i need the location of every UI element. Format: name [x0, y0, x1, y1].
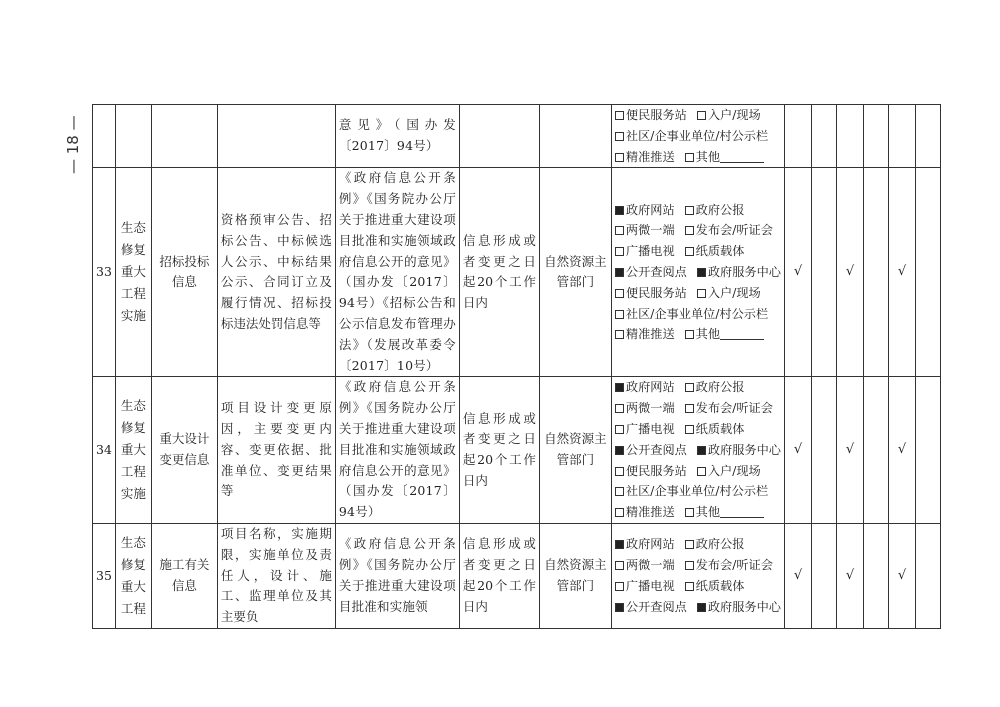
- check-cell: √: [836, 523, 863, 628]
- channels-cell: [611, 105, 784, 168]
- channel-line: [615, 440, 781, 461]
- table-body: [93, 105, 941, 629]
- checked-box-icon: [615, 446, 624, 455]
- channel-option-label: 便民服务站: [625, 285, 687, 300]
- channel-option-label: 精准推送: [625, 327, 675, 342]
- channel-line: [615, 398, 781, 419]
- channel-line: [615, 200, 781, 221]
- channel-line: [615, 262, 781, 283]
- checked-box-icon: [697, 446, 706, 455]
- channel-option-label: 其他: [695, 505, 721, 520]
- check-cell: [784, 105, 811, 168]
- time-limit-cell: [459, 105, 539, 168]
- check-cell: √: [888, 168, 915, 377]
- check-cell: √: [836, 168, 863, 377]
- empty-box-icon: [685, 153, 694, 162]
- empty-box-icon: [615, 404, 624, 413]
- check-cell: [915, 105, 940, 168]
- empty-box-icon: [615, 132, 624, 141]
- empty-box-icon: [615, 289, 624, 298]
- channel-option-label: 便民服务站: [625, 108, 687, 122]
- checked-box-icon: [615, 268, 624, 277]
- empty-box-icon: [685, 508, 694, 517]
- empty-box-icon: [615, 310, 624, 319]
- empty-box-icon: [615, 487, 624, 496]
- channel-line: [615, 241, 781, 262]
- checked-box-icon: [615, 540, 624, 549]
- channels-cell: [611, 168, 784, 377]
- channel-option-label: 社区/企事业单位/村公示栏: [625, 484, 769, 499]
- time-limit-cell: 信息形成或者变更之日起20个工作日内: [459, 377, 539, 524]
- disclosure-table: [92, 104, 941, 629]
- content-cell: 项目名称，实施期限，实施单位及责任人，设计、施工、监理单位及其主要负: [217, 523, 335, 628]
- empty-box-icon: [615, 111, 624, 120]
- department-cell: 自然资源主管部门: [539, 523, 611, 628]
- check-cell: [888, 105, 915, 168]
- empty-box-icon: [685, 330, 694, 339]
- empty-box-icon: [685, 247, 694, 256]
- channels-cell: [611, 377, 784, 524]
- department-cell: 自然资源主管部门: [539, 377, 611, 524]
- check-cell: [811, 523, 836, 628]
- channels-cell: [611, 523, 784, 628]
- category-cell: [115, 105, 151, 168]
- check-cell: [863, 377, 888, 524]
- empty-box-icon: [685, 561, 694, 570]
- channel-option-label: 入户/现场: [707, 108, 761, 122]
- department-cell: 自然资源主管部门: [539, 168, 611, 377]
- content-cell: [217, 105, 335, 168]
- empty-box-icon: [697, 111, 706, 120]
- check-cell: √: [888, 523, 915, 628]
- row-number: 35: [93, 523, 116, 628]
- empty-box-icon: [615, 330, 624, 339]
- channel-line: [615, 377, 781, 398]
- channel-option-label: 发布会/听证会: [695, 558, 773, 573]
- category-cell: 生态修复重大工程实施: [115, 377, 151, 524]
- basis-cell: 意见》（国办发〔2017〕94号）: [335, 105, 459, 168]
- check-cell: √: [836, 377, 863, 524]
- checked-box-icon: [615, 383, 624, 392]
- channel-line: [615, 220, 781, 241]
- channel-option-label: 公开查阅点: [625, 264, 687, 279]
- channel-option-label: 政府网站: [625, 537, 675, 552]
- empty-box-icon: [685, 582, 694, 591]
- department-cell: [539, 105, 611, 168]
- table-row: [93, 377, 941, 524]
- empty-box-icon: [615, 226, 624, 235]
- channel-option-label: 政府服务中心: [707, 442, 781, 457]
- channel-line: [615, 126, 781, 147]
- channel-line: [615, 419, 781, 440]
- channel-option-label: 广播电视: [625, 244, 675, 259]
- check-cell: [811, 377, 836, 524]
- check-cell: [915, 523, 940, 628]
- checked-box-icon: [615, 603, 624, 612]
- channel-line: [615, 147, 781, 168]
- channel-line: [615, 534, 781, 555]
- check-cell: √: [888, 377, 915, 524]
- channel-option-label: 社区/企事业单位/村公示栏: [625, 128, 769, 143]
- channel-option-label: 社区/企事业单位/村公示栏: [625, 306, 769, 321]
- table-row: [93, 168, 941, 377]
- fill-in-blank: [720, 150, 764, 163]
- checked-box-icon: [697, 603, 706, 612]
- channel-option-label: 纸质载体: [695, 421, 745, 436]
- content-cell: 资格预审公告、招标公告、中标候选人公示、中标结果公示、合同订立及履行情况、招标投标违法处罚信息等: [217, 168, 335, 377]
- basis-cell: 《政府信息公开条例》《国务院办公厅关于推进重大建设项目批准和实施领域政府信息公开的意见》（国办发〔2017〕94号）《招标公告和公示信息发布管理办法》（发展改革委令〔2017〕10号）: [335, 168, 459, 377]
- item-cell: 重大设计变更信息: [151, 377, 217, 524]
- check-cell: [863, 168, 888, 377]
- channel-line: [615, 481, 781, 502]
- channel-option-label: 政府公报: [695, 202, 745, 217]
- channel-option-label: 广播电视: [625, 578, 675, 593]
- item-cell: 招标投标信息: [151, 168, 217, 377]
- empty-box-icon: [685, 540, 694, 549]
- check-cell: [863, 523, 888, 628]
- channel-option-label: 入户/现场: [707, 463, 761, 478]
- channel-option-label: 政府公报: [695, 537, 745, 552]
- channel-option-label: 发布会/听证会: [695, 223, 773, 238]
- channel-option-label: 其他: [695, 327, 721, 342]
- empty-box-icon: [697, 467, 706, 476]
- empty-box-icon: [615, 247, 624, 256]
- check-cell: [915, 377, 940, 524]
- channel-option-label: 政府网站: [625, 202, 675, 217]
- channel-option-label: 两微一端: [625, 558, 675, 573]
- channel-option-label: 政府公报: [695, 380, 745, 395]
- channel-option-label: 入户/现场: [707, 285, 761, 300]
- channel-line: [615, 324, 781, 345]
- channel-line: [615, 555, 781, 576]
- channel-line: [615, 105, 781, 126]
- row-number: [93, 105, 116, 168]
- check-cell: √: [784, 377, 811, 524]
- channel-line: [615, 597, 781, 618]
- page-number: — 18 —: [64, 115, 82, 175]
- channel-option-label: 公开查阅点: [625, 599, 687, 614]
- fill-in-blank: [720, 327, 764, 340]
- checked-box-icon: [697, 268, 706, 277]
- channel-option-label: 精准推送: [625, 149, 675, 164]
- check-cell: [915, 168, 940, 377]
- channel-option-label: 公开查阅点: [625, 442, 687, 457]
- empty-box-icon: [615, 153, 624, 162]
- channel-option-label: 广播电视: [625, 421, 675, 436]
- row-number: 33: [93, 168, 116, 377]
- time-limit-cell: 信息形成或者变更之日起20个工作日内: [459, 168, 539, 377]
- channel-option-label: 两微一端: [625, 401, 675, 416]
- channel-option-label: 纸质载体: [695, 578, 745, 593]
- category-cell: 生态修复重大工程实施: [115, 168, 151, 377]
- channel-line: [615, 502, 781, 523]
- check-cell: √: [784, 168, 811, 377]
- empty-box-icon: [615, 561, 624, 570]
- channel-option-label: 两微一端: [625, 223, 675, 238]
- channel-line: [615, 283, 781, 304]
- basis-cell: 《政府信息公开条例》《国务院办公厅关于推进重大建设项目批准和实施领域政府信息公开的意见》（国办发〔2017〕94号）: [335, 377, 459, 524]
- channel-option-label: 政府服务中心: [707, 599, 781, 614]
- channel-line: [615, 461, 781, 482]
- empty-box-icon: [685, 206, 694, 215]
- empty-box-icon: [615, 508, 624, 517]
- empty-box-icon: [697, 289, 706, 298]
- empty-box-icon: [685, 425, 694, 434]
- table-row: [93, 105, 941, 168]
- basis-cell: 《政府信息公开条例》《国务院办公厅关于推进重大建设项目批准和实施领: [335, 523, 459, 628]
- empty-box-icon: [685, 404, 694, 413]
- empty-box-icon: [615, 467, 624, 476]
- channel-option-label: 政府网站: [625, 380, 675, 395]
- check-cell: √: [784, 523, 811, 628]
- empty-box-icon: [685, 383, 694, 392]
- channel-option-label: 其他: [695, 149, 721, 164]
- check-cell: [863, 105, 888, 168]
- time-limit-cell: 信息形成或者变更之日起20个工作日内: [459, 523, 539, 628]
- check-cell: [811, 105, 836, 168]
- channel-option-label: 精准推送: [625, 505, 675, 520]
- empty-box-icon: [615, 582, 624, 591]
- channel-option-label: 政府服务中心: [707, 264, 781, 279]
- category-cell: 生态修复重大工程: [115, 523, 151, 628]
- item-cell: 施工有关信息: [151, 523, 217, 628]
- row-number: 34: [93, 377, 116, 524]
- channel-option-label: 便民服务站: [625, 463, 687, 478]
- empty-box-icon: [615, 425, 624, 434]
- check-cell: [811, 168, 836, 377]
- item-cell: [151, 105, 217, 168]
- channel-option-label: 纸质载体: [695, 244, 745, 259]
- channel-line: [615, 576, 781, 597]
- check-cell: [836, 105, 863, 168]
- fill-in-blank: [720, 505, 764, 518]
- empty-box-icon: [685, 226, 694, 235]
- channel-line: [615, 304, 781, 325]
- channel-option-label: 发布会/听证会: [695, 401, 773, 416]
- checked-box-icon: [615, 206, 624, 215]
- content-cell: 项目设计变更原因，主要变更内容、变更依据、批准单位、变更结果等: [217, 377, 335, 524]
- table-row: [93, 523, 941, 628]
